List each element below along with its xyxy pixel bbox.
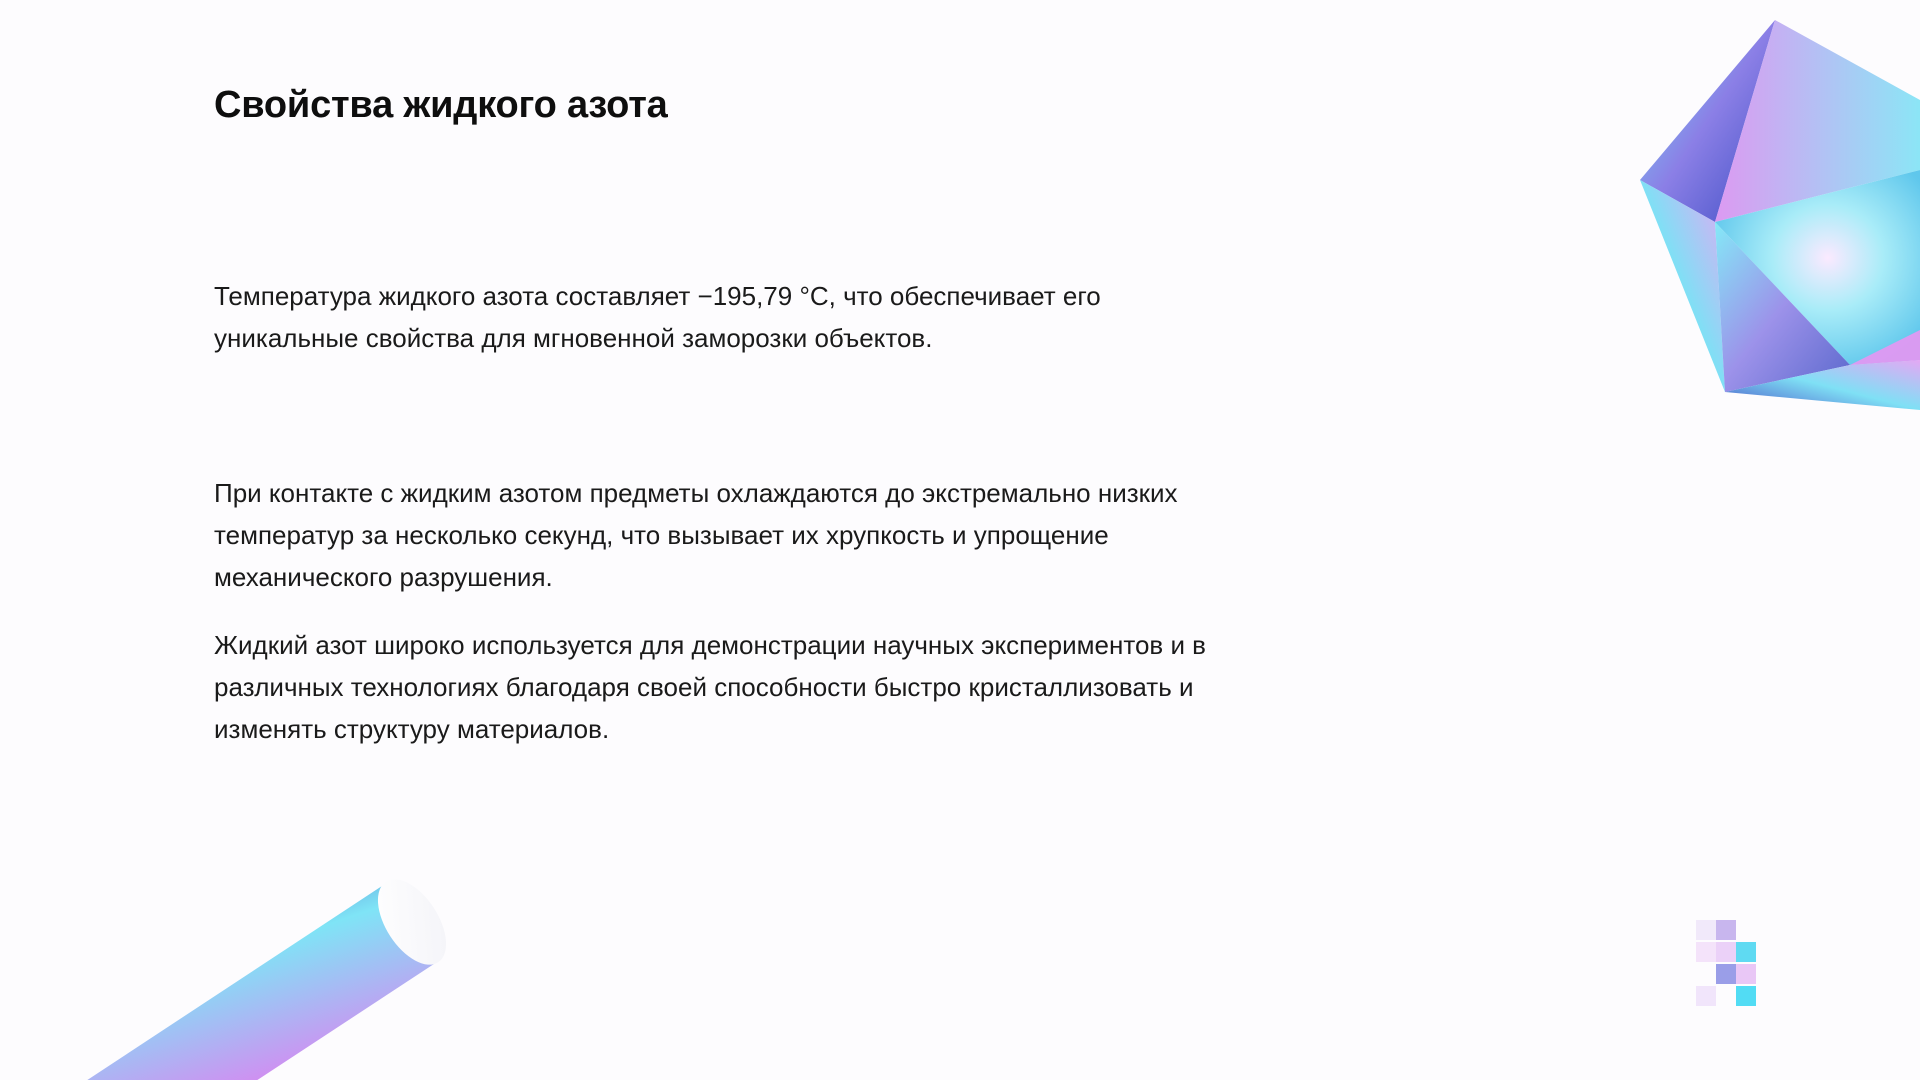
cylinder-decoration (60, 860, 480, 1080)
paragraph-usage: Жидкий азот широко используется для демонстрации научных экспериментов и в различных технологиях благодаря своей способности быстро кристаллизовать и изменять структуру материалов. (214, 630, 1206, 744)
crystal-decoration (1640, 0, 1920, 420)
slide-title: Свойства жидкого азота (214, 84, 668, 126)
paragraph-contact: При контакте с жидким азотом предметы охлаждаются до экстремально низких температур за несколько секунд, что вызывает их хрупкость и упрощение механического разрушения. (214, 478, 1178, 592)
paragraph-temperature: Температура жидкого азота составляет −195,79 °С, что обеспечивает его уникальные свойства для мгновенной заморозки объектов. (214, 281, 1101, 353)
pixel-grid-logo-icon (1696, 920, 1776, 1010)
